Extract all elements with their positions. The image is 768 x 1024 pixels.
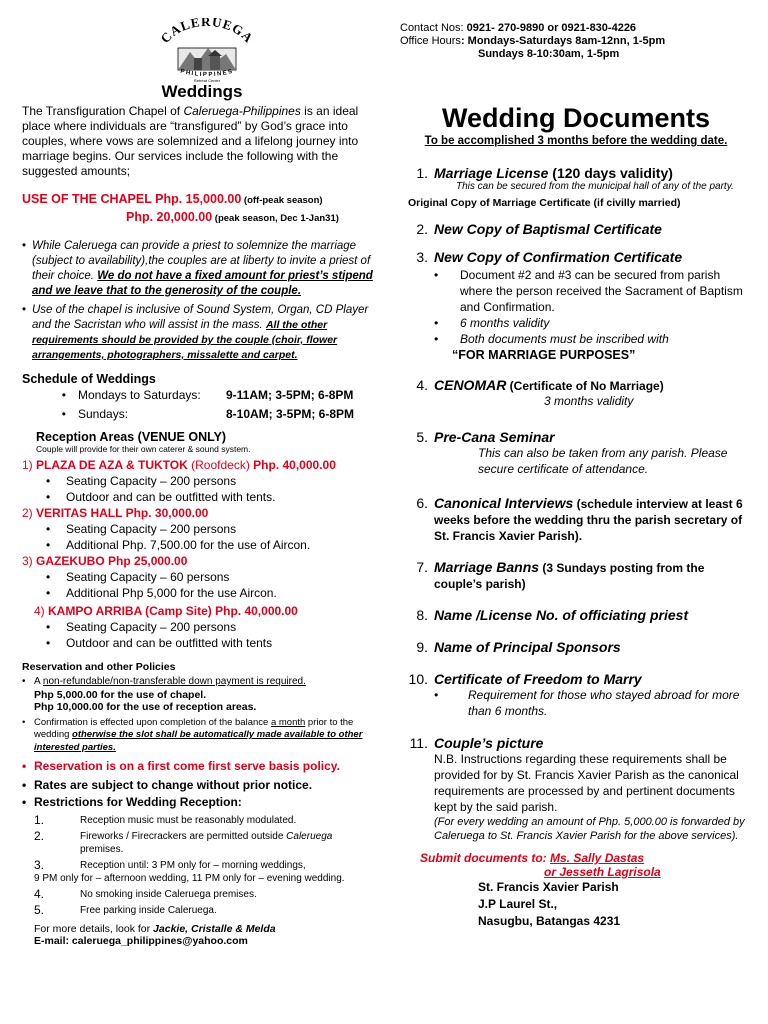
svg-text:CALERUEGA: CALERUEGA	[157, 18, 257, 46]
svg-text:Retreat Center: Retreat Center	[193, 78, 221, 83]
schedule-row: • Sundays: 8-10AM; 3-5PM; 6-8PM	[61, 407, 355, 421]
chapel-inclusion-note: • Use of the chapel is inclusive of Sound System, Organ, CD Player and the Sacristan who will assist in the mass. All the other requirements should be provided by the couple (choir, flower arrangements, photographers, missalette and carpet.	[22, 303, 382, 363]
doc-marriage-license: 1. Marriage License (120 days validity) This can be secured from the municipal hall of any of the party. Original Copy of Marriage Certificate (if civilly married)	[408, 165, 734, 209]
svg-text:PHILIPPINES: PHILIPPINES	[179, 68, 235, 79]
chapel-price: USE OF THE CHAPEL Php. 15,000.00 (off-peak season) Php. 20,000.00 (peak season, Dec 1-Jan31)	[22, 192, 339, 224]
office-hours: Office Hours: Mondays-Saturdays 8am-12nn, 1-5pm	[400, 35, 666, 47]
submit-to: Submit documents to: Ms. Sally Dastas	[420, 851, 645, 865]
venue-detail: • Additional Php 5,000 for the use Aircon.	[22, 585, 382, 601]
policy-confirmation: • Confirmation is effected upon completion of the balance a month prior to the wedding otherwise the slot shall be automatically made available to other interested parties.	[22, 717, 382, 755]
venue-detail: • Seating Capacity – 200 persons	[22, 473, 382, 489]
restriction-item: 4. No smoking inside Caleruega premises.	[34, 887, 257, 901]
address-city: Nasugbu, Batangas 4231	[478, 914, 621, 928]
submit-to-alt: or Jesseth Lagrisola	[544, 865, 661, 879]
restriction-item: 1. Reception music must be reasonably modulated.	[34, 813, 297, 827]
address-street: J.P Laurel St.,	[478, 897, 558, 911]
doc-banns: 7. Marriage Banns (3 Sundays posting from the couple’s parish)	[416, 559, 705, 591]
doc-sponsors: 9. Name of Principal Sponsors	[416, 639, 621, 655]
restriction-item: 5. Free parking inside Caleruega.	[34, 903, 217, 917]
documents-subtitle: To be accomplished 3 months before the wedding date.	[424, 135, 728, 147]
policy-first-come: • Reservation is on a first come first serve basis policy.	[22, 758, 382, 775]
policy-rates: • Rates are subject to change without prior notice.	[22, 777, 382, 794]
doc-picture: 11. Couple’s picture N.B. Instructions regarding these requirements shall be provided for by St. Francis Xavier Parish as the canonical requirements are processed by and pertinent documents kept by the said parish. (For every wedding an amount of Php. 5,000.00 is forwarded by Caleruega to St. Francis Xavier Parish for the above services).	[409, 735, 745, 842]
right-column	[400, 22, 752, 930]
venue-detail: • Seating Capacity – 200 persons	[22, 619, 382, 635]
venue-detail: • Seating Capacity – 200 persons	[22, 521, 382, 537]
venue-detail: • Additional Php. 7,500.00 for the use of Aircon.	[22, 537, 382, 553]
schedule-heading: Schedule of Weddings	[22, 372, 156, 386]
venue-gazekubo: 3) GAZEKUBO Php 25,000.00	[22, 554, 188, 568]
office-hours-sunday: Sundays 8-10:30am, 1-5pm	[478, 48, 620, 60]
weddings-heading: Weddings	[161, 82, 243, 101]
doc-confirmation: 3. New Copy of Confirmation Certificate • Document #2 and #3 can be secured from parish where the person received the Sacrament of Baptism and Confirmation. • 6 months validity • Both documents must be inscribed with “FOR MARRIAGE PURPOSES”	[400, 249, 752, 363]
policy-restrictions: • Restrictions for Wedding Reception:	[22, 794, 382, 811]
schedule-row: • Mondays to Saturdays: 9-11AM; 3-5PM; 6-8PM	[61, 388, 354, 402]
reception-note: Couple will provide for their own caterer & sound system.	[36, 444, 251, 454]
doc-canonical: 6. Canonical Interviews (schedule interview at least 6 weeks before the wedding thru the parish secretary of St. Francis Xavier Parish).	[416, 495, 743, 543]
restriction-item: 2. Fireworks / Firecrackers are permitted outside Caleruega premises.	[34, 829, 333, 855]
logo-icon	[152, 18, 262, 84]
venue-kampo: 4) KAMPO ARRIBA (Camp Site) Php. 40,000.00	[34, 604, 298, 618]
doc-baptismal: 2. New Copy of Baptismal Certificate	[416, 221, 662, 237]
policy-downpayment: • A non-refundable/non-transferable down payment is required. Php 5,000.00 for the use of chapel. Php 10,000.00 for the use of reception areas.	[22, 676, 382, 714]
restriction-item: 3. Reception until: 3 PM only for – morning weddings,	[34, 858, 306, 872]
reception-heading: Reception Areas (VENUE ONLY)	[36, 430, 227, 444]
more-details: For more details, look for Jackie, Cristalle & Melda	[34, 923, 276, 935]
intro-paragraph: The Transfiguration Chapel of Caleruega-Philippines is an ideal place where individuals are “transfigured” by God’s grace into couples, where vows are solemnized and a lifelong journey into marriage begins. Our services include the following with the suggested amounts;	[22, 104, 359, 178]
venue-veritas: 2) VERITAS HALL Php. 30,000.00	[22, 506, 209, 520]
priest-note: • While Caleruega can provide a priest to solemnize the marriage (subject to availability),the couples are at liberty to invite a priest of their choice. We do not have a fixed amount for priest’s stipend and we leave that to the generosity of the couple.	[22, 239, 382, 299]
venue-detail: • Outdoor and can be outfitted with tents.	[22, 489, 382, 505]
doc-priest: 8. Name /License No. of officiating priest	[416, 607, 689, 623]
email-link[interactable]: E-mail: caleruega_philippines@yahoo.com	[34, 935, 248, 947]
venue-plaza: 1) PLAZA DE AZA & TUKTOK (Roofdeck) Php. 40,000.00	[22, 458, 336, 472]
contact-numbers: Contact Nos: 0921- 270-9890 or 0921-830-4226	[400, 22, 637, 34]
restriction-continued: 9 PM only for – afternoon wedding, 11 PM only for – evening wedding.	[34, 873, 345, 884]
venue-detail: • Outdoor and can be outfitted with tents	[22, 635, 382, 651]
caleruega-logo	[152, 18, 262, 84]
address-parish: St. Francis Xavier Parish	[478, 880, 619, 894]
doc-cenomar: 4. CENOMAR (Certificate of No Marriage) 3 months validity	[416, 377, 664, 408]
policy-heading: Reservation and other Policies	[22, 661, 176, 673]
left-column	[22, 18, 382, 947]
doc-pre-cana: 5. Pre-Cana Seminar This can also be taken from any parish. Please secure certificate of attendance.	[416, 429, 728, 476]
venue-detail: • Seating Capacity – 60 persons	[22, 569, 382, 585]
doc-freedom: 10. Certificate of Freedom to Marry • Requirement for those who stayed abroad for more than 6 months.	[400, 671, 752, 719]
documents-heading: Wedding Documents	[441, 103, 710, 133]
